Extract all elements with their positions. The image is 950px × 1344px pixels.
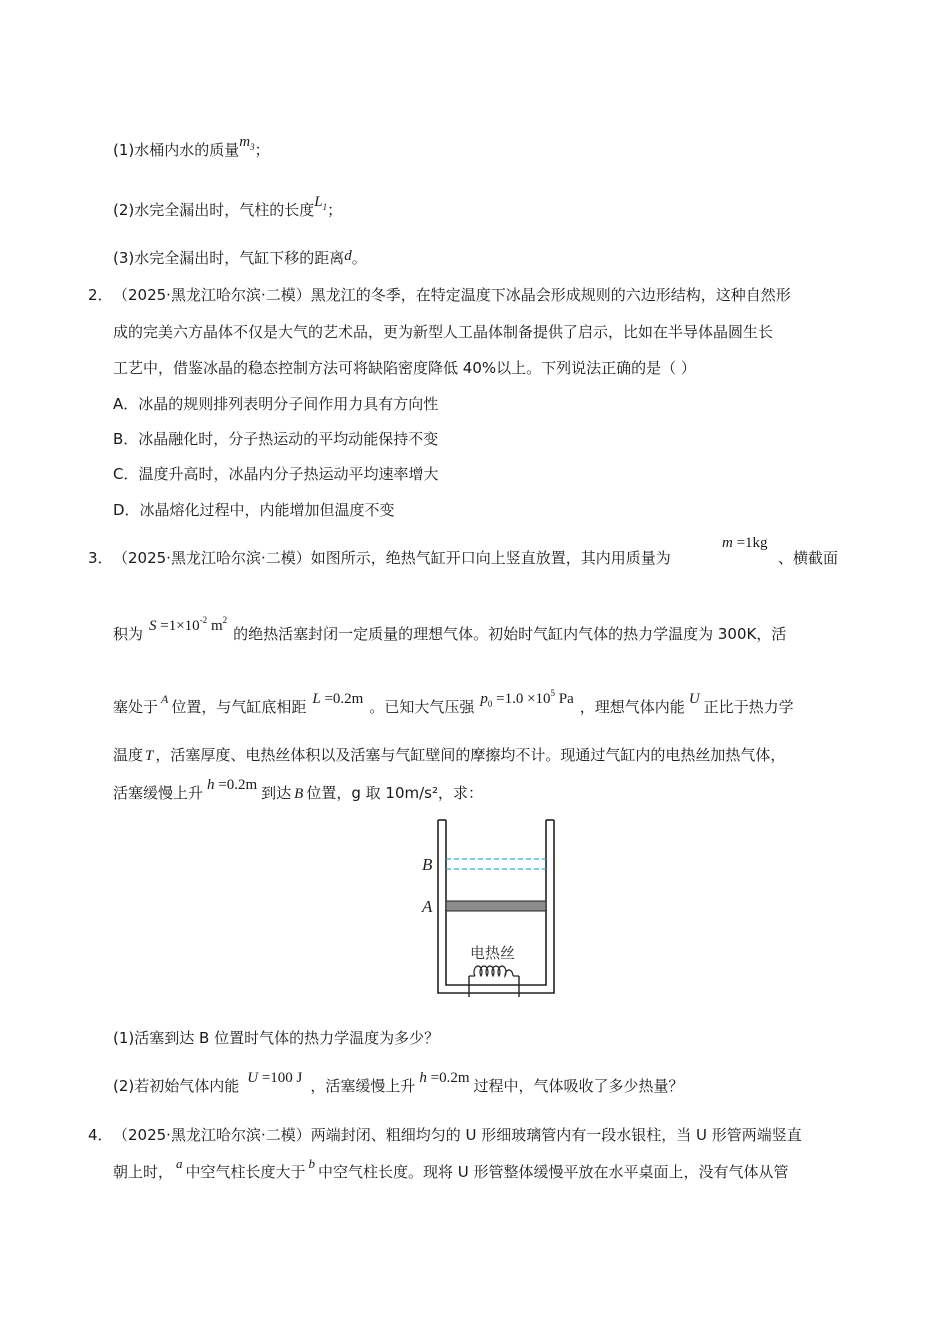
q1-sub2: (2)水完全漏出时，气柱的长度$L_1$； [113,194,343,219]
q3-number: 3． [88,549,113,567]
q3-line5: 活塞缓慢上升 h =0.2m 到达 B 位置，g 取 10m/s²，求： [113,777,483,802]
var-d: d [344,248,352,264]
q2-stem-line3: 工艺中，借鉴冰晶的稳态控制方法可将缺陷密度降低 40%以上。下列说法正确的是（ ） [113,359,696,377]
q3-line4: 温度 T ，活塞厚度、电热丝体积以及活塞与气缸壁间的摩擦均不计。现通过气缸内的电热丝加热气体， [113,746,786,764]
cylinder-diagram [412,815,562,1000]
q2-number: 2． [88,286,113,304]
q2-option-b: B．冰晶融化时，分子热运动的平均动能保持不变 [113,430,439,448]
q3-line2: 积为 $S =1\times 10^{-2}$ $m^2$的绝热活塞封闭一定质量的理想气体。初始时气缸内气体的热力学温度为 300K，活 [113,615,787,643]
q3-line1: （2025·黑龙江哈尔滨·二模）如图所示，绝热气缸开口向上竖直放置，其内用质量为 [113,549,671,567]
q1-sub3: (3)水完全漏出时，气缸下移的距离d。 [113,248,367,267]
q3-pressure-formula: $p_0 =1.0 \times 10^5$ Pa [480,688,574,709]
q4-line1: （2025·黑龙江哈尔滨·二模）两端封闭、粗细均匀的 U 形细玻璃管内有一段水银柱，当 U 形管两端竖直 [113,1126,802,1144]
q3-sub2: (2)若初始气体内能 U =100 J ，活塞缓慢上升 h =0.2m 过程中，气体吸收了多少热量？ [113,1070,684,1095]
q4-line2: 朝上时， a 中空气柱长度大于 b 中空气柱长度。现将 U 形管整体缓慢平放在水平桌面上，没有气体从管 [113,1156,789,1181]
q2-option-d: D．冰晶熔化过程中，内能增加但温度不变 [113,501,395,519]
q2-stem-line1: （2025·黑龙江哈尔滨·二模）黑龙江的冬季，在特定温度下冰晶会形成规则的六边形结构，这种自然形 [113,286,791,304]
q3-length-formula: L =0.2m [312,691,364,707]
q3-energy-formula: U =100 J [247,1070,303,1086]
piston [446,901,546,911]
q3-height-formula-2: h =0.2m [419,1070,470,1086]
q3-line1-end: 、横截面 [778,549,839,567]
q3-height-formula: h =0.2m [207,777,258,793]
var-L1: $L_1$ [314,194,328,212]
q2-option-a: A．冰晶的规则排列表明分子间作用力具有方向性 [113,395,439,413]
var-m3: $m_3$ [239,134,255,152]
q1-sub1: (1)水桶内水的质量$m_3$； [113,134,270,159]
q4-number: 4． [88,1126,113,1144]
q2-option-c: C．温度升高时，冰晶内分子热运动平均速率增大 [113,465,439,483]
label-b: B [422,855,433,874]
q3-line3: 塞处于 $^A$ 位置，与气缸底相距 L =0.2m 。已知大气压强 $p_0 =1.0 \times 10^5$ Pa ，理想气体内能 U 正比于热力学 [113,688,794,716]
q3-area-formula: $S =1\times 10^{-2}$ $m^2$ [149,615,228,634]
q3-sub1: (1)活塞到达 B 位置时气体的热力学温度为多少？ [113,1029,440,1047]
q2-stem-line2: 成的完美六方晶体不仅是大气的艺术品，更为新型人工晶体制备提供了启示，比如在半导体晶圆生长 [113,323,774,341]
heater-label: 电热丝 [470,944,516,962]
q3-mass-formula: m =1kg [722,535,768,551]
label-a: A [422,897,433,916]
